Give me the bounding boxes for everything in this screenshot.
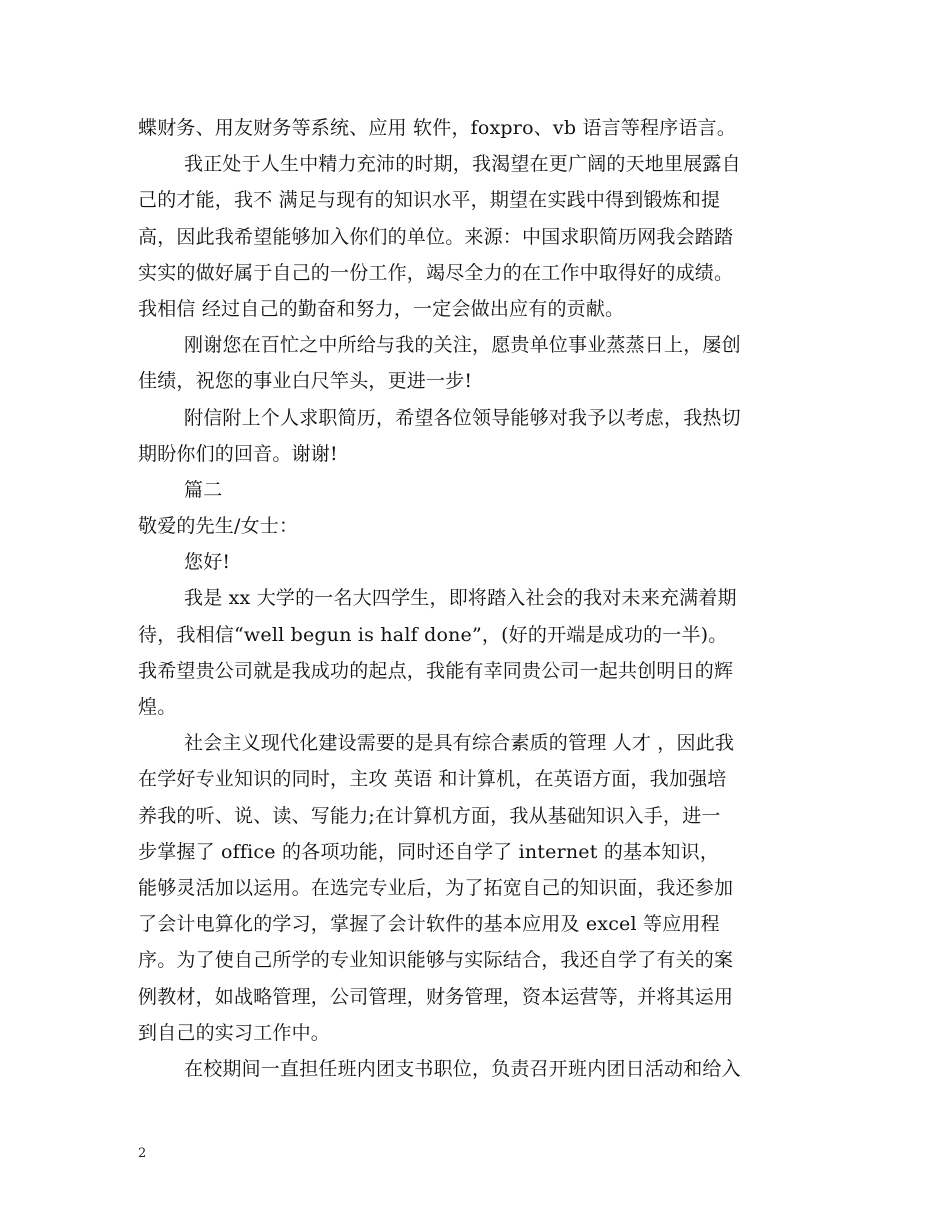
- text-line: 我正处于人生中精力充沛的时期，我渴望在更广阔的天地里展露自: [184, 153, 741, 176]
- text-line: 高，因此我希望能够加入你们的单位。来源：中国求职简历网我会踏踏: [138, 225, 734, 248]
- text-line: 在学好专业知识的同时，主攻 英语 和计算机，在英语方面，我加强培: [138, 768, 727, 791]
- text-line: 我希望贵公司就是我成功的起点，我能有幸同贵公司一起共创明日的辉: [138, 659, 734, 682]
- text-line: 篇二: [184, 478, 223, 501]
- text-line: 序。为了使自己所学的专业知识能够与实际结合，我还自学了有关的案: [138, 949, 734, 972]
- text-line: 在校期间一直担任班内团支书职位，负责召开班内团日活动和给入: [184, 1057, 741, 1080]
- text-line: 己的才能，我不 满足与现有的知识水平，期望在实践中得到锻炼和提: [138, 189, 721, 212]
- text-line: 社会主义现代化建设需要的是具有综合素质的管理 人才 ，因此我: [184, 732, 735, 755]
- text-line: 能够灵活加以运用。在选完专业后，为了拓宽自己的知识面，我还参加: [138, 876, 734, 899]
- text-line: 待，我相信“well begun is half done”，(好的开端是成功的一半)。: [138, 623, 728, 646]
- text-line: 例教材，如战略管理，公司管理，财务管理，资本运营等，并将其运用: [138, 985, 734, 1008]
- text-line: 我相信 经过自己的勤奋和努力，一定会做出应有的贡献。: [138, 297, 625, 320]
- text-line: 到自己的实习工作中。: [138, 1021, 331, 1044]
- text-line: 煌。: [138, 696, 177, 718]
- text-line: 了会计电算化的学习，掌握了会计软件的基本应用及 excel 等应用程: [138, 913, 720, 936]
- text-line: 佳绩，祝您的事业白尺竿头，更进一步!: [138, 370, 473, 393]
- text-line: 您好!: [184, 551, 231, 574]
- text-line: 附信附上个人求职简历，希望各位领导能够对我予以考虑，我热切: [184, 406, 741, 429]
- text-line: 蝶财务、用友财务等系统、应用 软件，foxpro、vb 语言等程序语言。: [138, 117, 737, 139]
- text-line: 养我的听、说、读、写能力;在计算机方面，我从基础知识入手，进一: [138, 804, 721, 827]
- text-line: 我是 xx 大学的一名大四学生，即将踏入社会的我对未来充满着期: [184, 587, 737, 610]
- document-body: [138, 110, 818, 1087]
- text-line: 步掌握了 office 的各项功能，同时还自学了 internet 的基本知识，: [138, 840, 720, 863]
- text-line: 实实的做好属于自己的一份工作，竭尽全力的在工作中取得好的成绩。: [138, 261, 734, 284]
- text-line: 期盼你们的回音。谢谢!: [138, 442, 338, 465]
- text-line: 敬爱的先生/女士：: [138, 515, 299, 538]
- text-line: 刚谢您在百忙之中所给与我的关注，愿贵单位事业蒸蒸日上，屡创: [184, 334, 741, 357]
- page-number: 2: [138, 1146, 147, 1161]
